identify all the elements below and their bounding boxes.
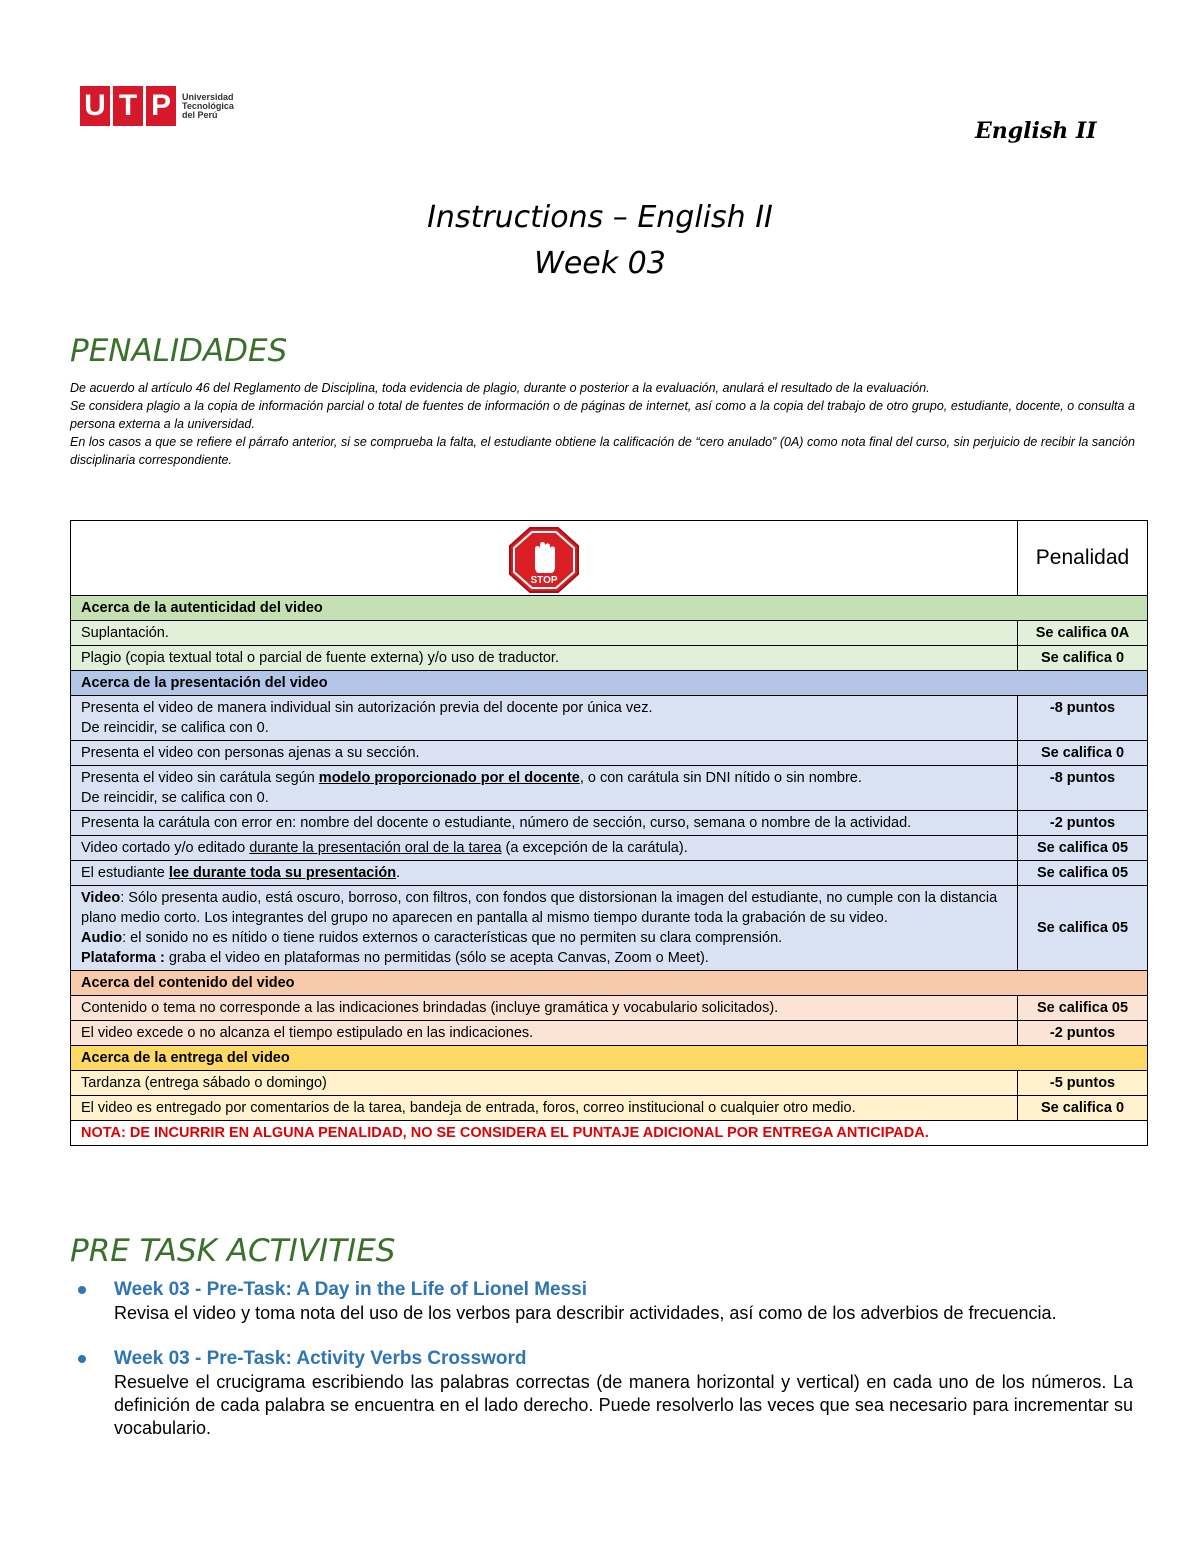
text-segment: Video cortado y/o editado: [81, 840, 250, 856]
page-subtitle: Week 03: [534, 246, 666, 281]
page-title: Instructions – English II: [427, 200, 773, 235]
section-title: Acerca de la entrega del video: [71, 1046, 1148, 1071]
penalidades-paragraph: Se considera plagio a la copia de información parcial o total de fuentes de información o de páginas de internet, así como a la copia del trabajo de otro grupo, estudiante, docente, o consulta a persona externa a la universidad.: [70, 399, 1135, 431]
penalidades-heading: PENALIDADES: [70, 333, 288, 369]
section-row: [71, 671, 1148, 696]
section-title: Acerca de la autenticidad del video: [71, 596, 1148, 621]
penalty-value: Se califica 05: [1018, 886, 1148, 971]
bold-label: Video: [81, 890, 121, 906]
penalty-description-line: [81, 768, 1007, 788]
penalidades-paragraph: En los casos a que se refiere el párrafo anterior, si se comprueba la falta, el estudiante obtiene la calificación de “cero anulado” (0A) como nota final del curso, sin perjuicio de recibir la sanción disciplinaria correspondiente.: [70, 435, 1135, 467]
list-item: [78, 1347, 1133, 1440]
table-row: [71, 696, 1148, 741]
text-segment: Presenta el video sin carátula según: [81, 770, 319, 786]
underlined-text: durante la presentación oral de la tarea: [249, 840, 502, 856]
text-segment: : el sonido no es nítido o tiene ruidos externos o características que no permiten su clara comprensión.: [122, 930, 783, 946]
logo-text-line: del Perú: [182, 109, 218, 120]
penalty-description: Presenta la carátula con error en: nombre del docente o estudiante, número de sección, curso, semana o nombre de la actividad.: [71, 811, 1018, 836]
penalty-value: Se califica 0A: [1018, 621, 1148, 646]
penalty-description: [71, 836, 1018, 861]
table-row: [71, 621, 1148, 646]
penalty-description: [71, 766, 1018, 811]
penalty-description-line: [81, 888, 1007, 928]
activity-description: Revisa el video y toma nota del uso de los verbos para describir actividades, así como de los adverbios de frecuencia.: [114, 1303, 1057, 1323]
penalty-value: -8 puntos: [1018, 696, 1148, 741]
penalty-description-line: De reincidir, se califica con 0.: [81, 720, 269, 736]
penalidades-paragraph: De acuerdo al artículo 46 del Reglamento de Disciplina, toda evidencia de plagio, durante o posterior a la evaluación, anulará el resultado de la evaluación.: [70, 381, 930, 395]
note-row: [71, 1121, 1148, 1146]
penalty-value: Se califica 05: [1018, 861, 1148, 886]
penalty-description: [71, 696, 1018, 741]
text-segment: El estudiante: [81, 865, 169, 881]
activity-link[interactable]: Week 03 - Pre-Task: Activity Verbs Crossword: [114, 1348, 527, 1369]
penalty-description-line: [81, 928, 1007, 948]
penalty-description-line: Presenta el video de manera individual sin autorización previa del docente por única vez.: [81, 700, 653, 716]
text-segment: graba el video en plataformas no permitidas (sólo se acepta Canvas, Zoom o Meet).: [164, 950, 709, 966]
section-title: Acerca del contenido del video: [71, 971, 1148, 996]
stop-text: STOP: [530, 575, 558, 586]
penalty-column-header: Penalidad: [1018, 521, 1148, 596]
activity-description: Resuelve el crucigrama escribiendo las palabras correctas (de manera horizontal y vertical) en cada uno de los números. La definición de cada palabra se encuentra en el lado derecho. Puede resolverlo las veces que sea necesario para incrementar su vocabulario.: [114, 1372, 1133, 1438]
penalty-description: Tardanza (entrega sábado o domingo): [71, 1071, 1018, 1096]
penalty-value: -5 puntos: [1018, 1071, 1148, 1096]
section-row: [71, 1046, 1148, 1071]
table-header-row: [71, 521, 1148, 596]
utp-logo-mark: [80, 86, 176, 126]
pretask-heading: PRE TASK ACTIVITIES: [70, 1233, 396, 1269]
utp-logo: [80, 86, 234, 126]
text-segment: , o con carátula sin DNI nítido o sin nombre.: [579, 770, 862, 786]
table-row: [71, 1021, 1148, 1046]
penalty-description: Presenta el video con personas ajenas a su sección.: [71, 741, 1018, 766]
penalty-value: -2 puntos: [1018, 1021, 1148, 1046]
course-label: English II: [975, 118, 1097, 144]
underlined-text: lee durante toda su presentación: [168, 865, 397, 881]
penalty-description: [71, 861, 1018, 886]
penalty-value: Se califica 05: [1018, 996, 1148, 1021]
bullet-icon: [78, 1286, 86, 1294]
penalty-description: El video excede o no alcanza el tiempo estipulado en las indicaciones.: [71, 1021, 1018, 1046]
penalty-description: El video es entregado por comentarios de la tarea, bandeja de entrada, foros, correo institucional o cualquier otro medio.: [71, 1096, 1018, 1121]
table-row: [71, 766, 1148, 811]
penalty-value: Se califica 05: [1018, 836, 1148, 861]
penalty-value: Se califica 0: [1018, 741, 1148, 766]
penalty-description: Suplantación.: [71, 621, 1018, 646]
stop-cell: [71, 521, 1018, 596]
activity-link[interactable]: Week 03 - Pre-Task: A Day in the Life of Lionel Messi: [114, 1279, 588, 1300]
penalty-description-line: De reincidir, se califica con 0.: [81, 790, 269, 806]
penalty-table: [70, 520, 1148, 1146]
stop-sign-icon: [509, 527, 579, 593]
underlined-text: modelo proporcionado por el docente: [318, 770, 580, 786]
section-row: [71, 971, 1148, 996]
section-title: Acerca de la presentación del video: [71, 671, 1148, 696]
table-row: [71, 996, 1148, 1021]
logo-text-line: Tecnológica: [182, 100, 234, 111]
pretask-list: [78, 1278, 1133, 1462]
section-row: [71, 596, 1148, 621]
penalty-value: -2 puntos: [1018, 811, 1148, 836]
penalty-note: NOTA: DE INCURRIR EN ALGUNA PENALIDAD, NO SE CONSIDERA EL PUNTAJE ADICIONAL POR ENTREGA ANTICIPADA.: [71, 1121, 1148, 1146]
table-row: [71, 886, 1148, 971]
table-row: [71, 861, 1148, 886]
penalidades-text: [70, 379, 1135, 469]
penalty-description: Plagio (copia textual total o parcial de fuente externa) y/o uso de traductor.: [71, 646, 1018, 671]
text-segment: : Sólo presenta audio, está oscuro, borroso, con filtros, con fondos que distorsionan la imagen del estudiante, no cumple con la distancia plano medio corto. Los integrantes del grupo no aparecen en pantalla al mismo tiempo durante toda la grabación de su video.: [81, 890, 998, 926]
bold-label: Plataforma :: [81, 950, 165, 966]
list-item: [78, 1278, 1133, 1325]
utp-logo-text: [182, 93, 234, 120]
logo-text-line: Universidad: [182, 91, 234, 102]
penalty-description-line: [81, 948, 1007, 968]
text-segment: .: [396, 865, 401, 881]
penalty-value: -8 puntos: [1018, 766, 1148, 811]
table-row: [71, 836, 1148, 861]
penalty-value: Se califica 0: [1018, 1096, 1148, 1121]
table-row: [71, 741, 1148, 766]
table-row: [71, 1096, 1148, 1121]
penalty-description: Contenido o tema no corresponde a las indicaciones brindadas (incluye gramática y vocabulario solicitados).: [71, 996, 1018, 1021]
table-row: [71, 1071, 1148, 1096]
bold-label: Audio: [81, 930, 123, 946]
logo-letter-p: P: [143, 86, 176, 126]
logo-letter-u: U: [84, 89, 106, 122]
penalty-description: [71, 886, 1018, 971]
text-segment: (a excepción de la carátula).: [501, 840, 688, 856]
bullet-icon: [78, 1355, 86, 1363]
table-row: [71, 646, 1148, 671]
penalty-value: Se califica 0: [1018, 646, 1148, 671]
logo-letter-t: T: [110, 86, 143, 126]
table-row: [71, 811, 1148, 836]
